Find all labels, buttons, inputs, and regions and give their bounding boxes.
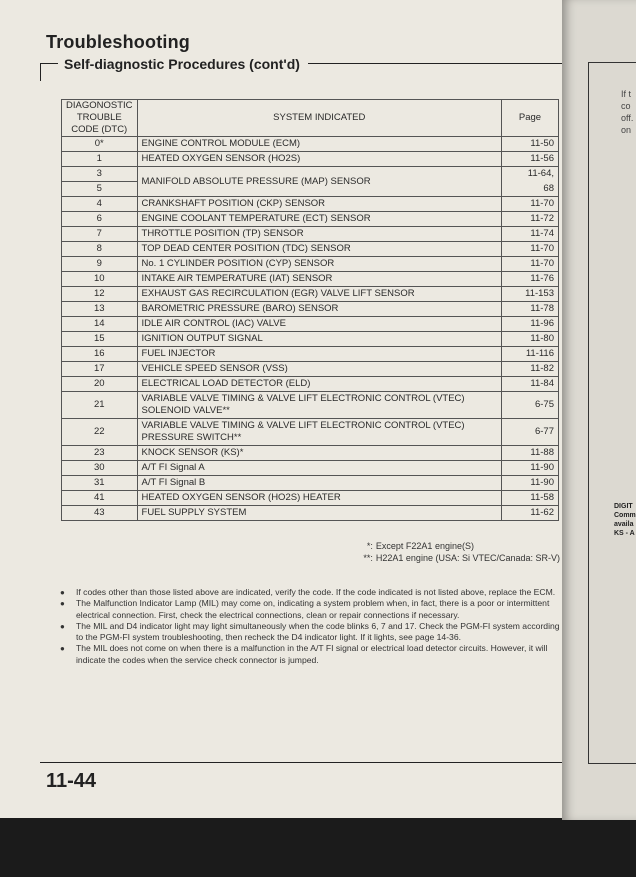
page-ref-cell: 11-80 <box>502 332 559 347</box>
adjacent-page-line: off. <box>621 113 634 123</box>
dtc-code-cell: 43 <box>62 506 138 521</box>
table-row <box>62 347 559 362</box>
dtc-code-cell: 7 <box>62 227 138 242</box>
adjacent-page-line: DIGIT <box>614 503 633 510</box>
system-cell: THROTTLE POSITION (TP) SENSOR <box>137 227 501 242</box>
table-row <box>62 212 559 227</box>
system-cell: TOP DEAD CENTER POSITION (TDC) SENSOR <box>137 242 501 257</box>
page-ref-cell: 11-50 <box>502 137 559 152</box>
system-cell: ENGINE CONTROL MODULE (ECM) <box>137 137 501 152</box>
scan-background <box>0 818 636 877</box>
adjacent-page-line: KS - A <box>614 530 635 537</box>
system-cell: FUEL INJECTOR <box>137 347 501 362</box>
dtc-code-cell: 6 <box>62 212 138 227</box>
page-number: 11-44 <box>46 770 97 792</box>
system-cell: IGNITION OUTPUT SIGNAL <box>137 332 501 347</box>
dtc-code-cell: 23 <box>62 446 138 461</box>
footnote-single-asterisk <box>351 540 560 552</box>
dtc-table <box>61 99 559 521</box>
system-cell: EXHAUST GAS RECIRCULATION (EGR) VALVE LIFT SENSOR <box>137 287 501 302</box>
table-row <box>62 476 559 491</box>
system-cell: MANIFOLD ABSOLUTE PRESSURE (MAP) SENSOR <box>137 167 501 197</box>
table-row <box>62 506 559 521</box>
page-title: Troubleshooting <box>46 32 190 52</box>
table-row <box>62 272 559 287</box>
adjacent-page-text-top <box>621 88 633 136</box>
page-ref-cell: 11-64, <box>502 167 559 182</box>
dtc-code-cell: 13 <box>62 302 138 317</box>
system-cell: CRANKSHAFT POSITION (CKP) SENSOR <box>137 197 501 212</box>
table-row <box>62 317 559 332</box>
table-row <box>62 461 559 476</box>
system-cell: KNOCK SENSOR (KS)* <box>137 446 501 461</box>
table-row <box>62 419 559 446</box>
note-item: ● If codes other than those listed above are indicated, verify the code. If the code indicated is not listed above, replace the ECM. <box>60 587 560 598</box>
footer-rule <box>40 762 562 763</box>
table-row <box>62 227 559 242</box>
table-row <box>62 491 559 506</box>
dtc-code-cell: 17 <box>62 362 138 377</box>
table-row <box>62 446 559 461</box>
dtc-code-cell: 15 <box>62 332 138 347</box>
footnote-text: Except F22A1 engine(S) <box>375 541 474 551</box>
section-header <box>40 56 562 72</box>
footnotes <box>351 540 560 564</box>
dtc-code-cell: 14 <box>62 317 138 332</box>
table-row <box>62 377 559 392</box>
dtc-code-cell: 22 <box>62 419 138 446</box>
table-row <box>62 302 559 317</box>
system-cell: BAROMETRIC PRESSURE (BARO) SENSOR <box>137 302 501 317</box>
footnote-text: H22A1 engine (USA: Si VTEC/Canada: SR-V) <box>375 553 560 563</box>
dtc-code-cell: 30 <box>62 461 138 476</box>
system-cell: VARIABLE VALVE TIMING & VALVE LIFT ELECTRONIC CONTROL (VTEC) PRESSURE SWITCH** <box>137 419 501 446</box>
note-item: ● The Malfunction Indicator Lamp (MIL) may come on, indicating a system problem when, in fact, there is a poor or intermittent electrical connection. First, check the electrical connections, clean or repair connections if necessary. <box>60 598 560 621</box>
system-cell: VEHICLE SPEED SENSOR (VSS) <box>137 362 501 377</box>
header-dtc: DIAGONOSTIC TROUBLE CODE (DTC) <box>62 100 138 137</box>
dtc-code-cell: 41 <box>62 491 138 506</box>
page-ref-cell: 11-82 <box>502 362 559 377</box>
system-cell: ENGINE COOLANT TEMPERATURE (ECT) SENSOR <box>137 212 501 227</box>
dtc-code-cell: 0* <box>62 137 138 152</box>
adjacent-page-line: on <box>621 125 632 135</box>
header-system: SYSTEM INDICATED <box>137 100 501 137</box>
page-ref-cell: 6-77 <box>502 419 559 446</box>
page-ref-cell: 68 <box>502 182 559 197</box>
note-item: ● The MIL does not come on when there is a malfunction in the A/T FI signal or electrical load detector circuits. However, it will indicate the codes when the service check connector is jumped. <box>60 643 560 666</box>
adjacent-page-line: co <box>621 101 631 111</box>
note-item: ● The MIL and D4 indicator light may light simultaneously when the code blinks 6, 7 and 17. Check the PGM-FI system according to the PGM-FI system troubleshooting, then recheck the D4 indicator light. If it lights, see page 14-36. <box>60 621 560 644</box>
dtc-code-cell: 21 <box>62 392 138 419</box>
table-row <box>62 332 559 347</box>
page-ref-cell: 6-75 <box>502 392 559 419</box>
system-cell: VARIABLE VALVE TIMING & VALVE LIFT ELECTRONIC CONTROL (VTEC) SOLENOID VALVE** <box>137 392 501 419</box>
page-ref-cell: 11-72 <box>502 212 559 227</box>
page-ref-cell: 11-88 <box>502 446 559 461</box>
page-ref-cell: 11-58 <box>502 491 559 506</box>
dtc-code-cell: 1 <box>62 152 138 167</box>
dtc-code-cell: 16 <box>62 347 138 362</box>
table-row <box>62 287 559 302</box>
page-ref-cell: 11-78 <box>502 302 559 317</box>
page-ref-cell: 11-70 <box>502 197 559 212</box>
table-row <box>62 137 559 152</box>
table-row <box>62 257 559 272</box>
system-cell: IDLE AIR CONTROL (IAC) VALVE <box>137 317 501 332</box>
page-ref-cell: 11-90 <box>502 461 559 476</box>
dtc-code-cell: 12 <box>62 287 138 302</box>
table-row <box>62 242 559 257</box>
page-ref-cell: 11-116 <box>502 347 559 362</box>
adjacent-page-frame <box>588 62 636 764</box>
page-ref-cell: 11-76 <box>502 272 559 287</box>
header-page: Page <box>502 100 559 137</box>
page-ref-cell: 11-62 <box>502 506 559 521</box>
dtc-code-cell: 20 <box>62 377 138 392</box>
table-header-row <box>62 100 559 137</box>
section-header-rule-down <box>40 63 41 81</box>
adjacent-page-text-mid <box>614 502 636 538</box>
table-row <box>62 167 559 182</box>
system-cell: HEATED OXYGEN SENSOR (HO2S) HEATER <box>137 491 501 506</box>
page-ref-cell: 11-70 <box>502 257 559 272</box>
system-cell: INTAKE AIR TEMPERATURE (IAT) SENSOR <box>137 272 501 287</box>
section-header-rule-right <box>308 63 562 64</box>
adjacent-page-line: availa <box>614 521 634 528</box>
dtc-code-cell: 4 <box>62 197 138 212</box>
page-ref-cell: 11-56 <box>502 152 559 167</box>
dtc-code-cell: 8 <box>62 242 138 257</box>
page-ref-cell: 11-96 <box>502 317 559 332</box>
dtc-code-cell: 31 <box>62 476 138 491</box>
footnote-mark: **: <box>363 553 373 563</box>
adjacent-page-line: If t <box>621 89 632 99</box>
table-row <box>62 152 559 167</box>
table-body <box>62 137 559 521</box>
section-header-rule-left <box>40 63 58 64</box>
system-cell: No. 1 CYLINDER POSITION (CYP) SENSOR <box>137 257 501 272</box>
system-cell: HEATED OXYGEN SENSOR (HO2S) <box>137 152 501 167</box>
footnote-double-asterisk <box>351 552 560 564</box>
page-ref-cell: 11-90 <box>502 476 559 491</box>
table-row <box>62 392 559 419</box>
footnote-mark: *: <box>366 541 373 551</box>
page-ref-cell: 11-153 <box>502 287 559 302</box>
system-cell: A/T FI Signal A <box>137 461 501 476</box>
system-cell: FUEL SUPPLY SYSTEM <box>137 506 501 521</box>
page-ref-cell: 11-84 <box>502 377 559 392</box>
adjacent-page-line: Comm <box>614 512 636 519</box>
dtc-code-cell: 9 <box>62 257 138 272</box>
page-ref-cell: 11-74 <box>502 227 559 242</box>
page-ref-cell: 11-70 <box>502 242 559 257</box>
dtc-code-cell: 10 <box>62 272 138 287</box>
system-cell: A/T FI Signal B <box>137 476 501 491</box>
dtc-code-cell: 5 <box>62 182 138 197</box>
table-row <box>62 362 559 377</box>
table-row <box>62 197 559 212</box>
dtc-code-cell: 3 <box>62 167 138 182</box>
section-subtitle: Self-diagnostic Procedures (cont'd) <box>64 56 304 72</box>
system-cell: ELECTRICAL LOAD DETECTOR (ELD) <box>137 377 501 392</box>
notes-list <box>60 587 560 666</box>
